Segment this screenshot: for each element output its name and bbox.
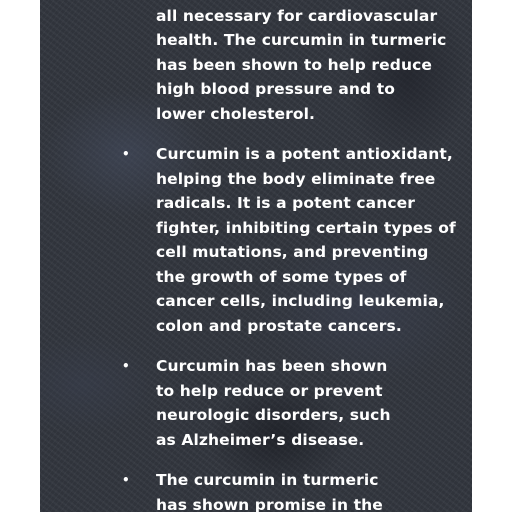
list-item — [40, 0, 472, 126]
text-line: radicals. It is a potent cancer — [156, 194, 415, 212]
list-item — [40, 142, 472, 338]
text-line: has shown promise in the — [156, 495, 383, 512]
text-line: neurologic disorders, such — [156, 406, 391, 424]
text-line: lower cholesterol. — [156, 104, 315, 123]
list-item — [40, 354, 472, 452]
slate-texture-background — [40, 0, 472, 512]
text-line: colon and prostate cancers. — [156, 316, 402, 335]
text-line: helping the body eliminate free — [156, 169, 436, 188]
text-line: to help reduce or prevent — [156, 381, 383, 400]
text-line: fighter, inhibiting certain types of — [156, 218, 456, 237]
text-line: health. The curcumin in turmeric — [156, 31, 447, 49]
benefits-list — [40, 0, 472, 512]
bullet-icon: • — [122, 473, 130, 487]
list-item — [40, 468, 472, 512]
text-line: The curcumin in turmeric — [156, 471, 379, 489]
text-line: cell mutations, and preventing — [156, 243, 429, 261]
text-line: high blood pressure and to — [156, 80, 396, 98]
bullet-icon: • — [122, 147, 130, 161]
text-line: as Alzheimer’s disease. — [156, 430, 365, 449]
text-line: the growth of some types of — [156, 267, 407, 286]
text-line: Curcumin is a potent antioxidant, — [156, 145, 453, 163]
text-line: cancer cells, including leukemia, — [156, 292, 445, 310]
text-line: has been shown to help reduce — [156, 55, 433, 74]
text-line — [156, 0, 444, 4]
text-line: Curcumin has been shown — [156, 357, 388, 375]
text-line: all necessary for cardiovascular — [156, 6, 438, 25]
bullet-icon: • — [122, 359, 130, 373]
